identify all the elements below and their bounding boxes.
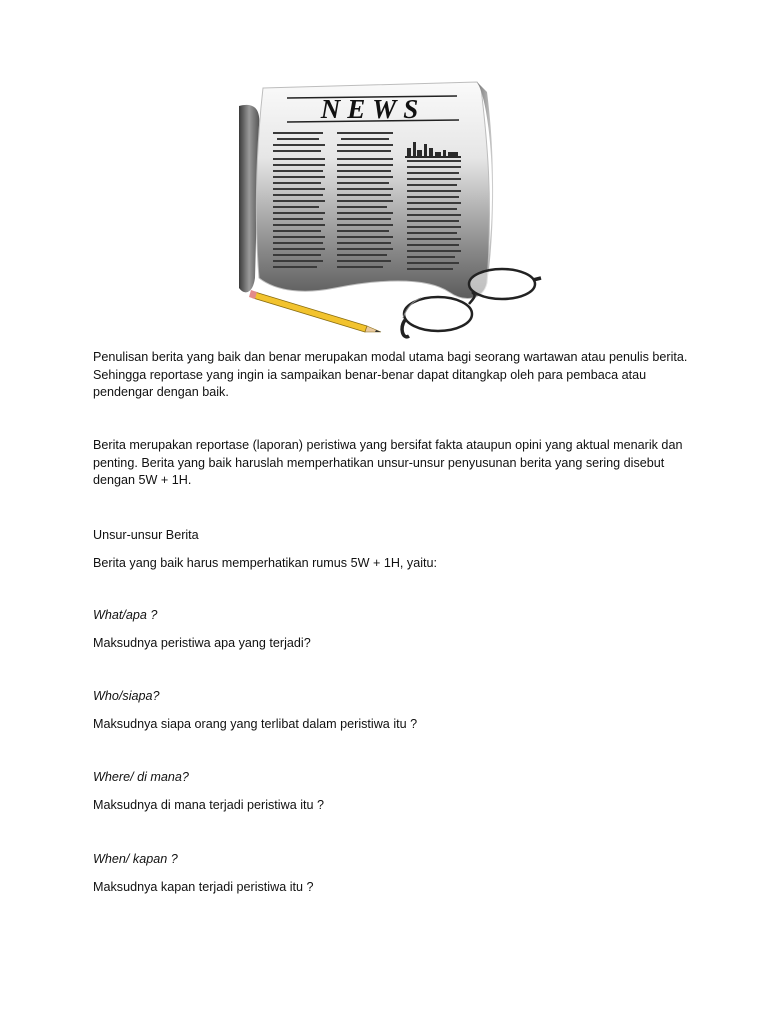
question-label-what: What/apa ? [93,608,158,622]
section-intro: Berita yang baik harus memperhatikan rumus 5W + 1H, yaitu: [93,556,438,570]
question-label-where: Where/ di mana? [93,770,189,784]
paragraph-text: Berita merupakan reportase (laporan) peristiwa yang bersifat fakta ataupun opini yang aktual menarik dan penting. Berita yang baik haruslah memperhatikan unsur-unsur penyusunan berita yang sering disebut dengan 5W + 1H. [93,438,683,487]
question-answer-what: Maksudnya peristiwa apa yang terjadi? [93,636,311,650]
question-answer-when: Maksudnya kapan terjadi peristiwa itu ? [93,880,314,894]
pencil-icon [249,290,381,332]
masthead-text: NEWS [320,94,426,124]
intro-paragraph [93,349,693,402]
question-answer-where: Maksudnya di mana terjadi peristiwa itu ? [93,798,324,812]
paragraph-text: Penulisan berita yang baik dan benar merupakan modal utama bagi seorang wartawan atau penulis berita. Sehingga reportase yang ingin ia sampaikan benar-benar dapat ditangkap oleh para pembaca atau pendengar dengan baik. [93,350,688,399]
question-label-when: When/ kapan ? [93,852,178,866]
question-answer-who: Maksudnya siapa orang yang terlibat dalam peristiwa itu ? [93,717,418,731]
newspaper-illustration [225,78,555,343]
question-label-who: Who/siapa? [93,689,160,703]
section-heading: Unsur-unsur Berita [93,528,199,542]
definition-paragraph [93,437,693,490]
